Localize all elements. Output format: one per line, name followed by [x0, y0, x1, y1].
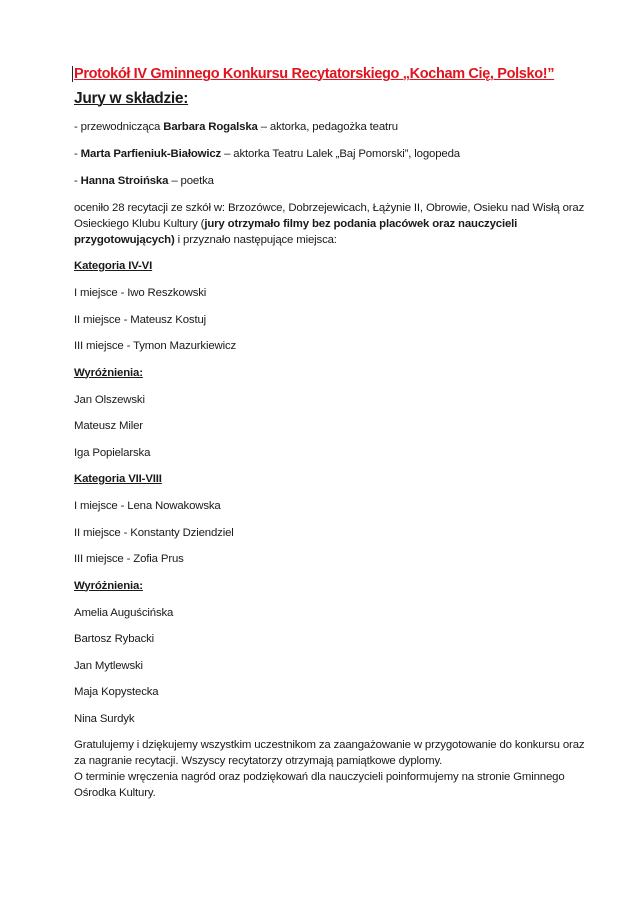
- place-item: III miejsce - Zofia Prus: [74, 553, 184, 565]
- closing-paragraph: Gratulujemy i dziękujemy wszystkim uczestnikom za zaangażowanie w przygotowanie do konkursu oraz za nagranie recytacji. Wszyscy recytatorzy otrzymają pamiątkowe dyplomy.: [74, 739, 585, 767]
- distinction-item: Nina Surdyk: [74, 712, 135, 725]
- distinction-item: Jan Olszewski: [74, 393, 145, 406]
- closing-paragraph-2: O terminie wręczenia nagród oraz podziękowań dla nauczycieli poinformujemy na stronie Gminnego Ośrodka Kultury.: [74, 771, 565, 799]
- distinctions-heading: Wyróżnienia:: [74, 579, 143, 592]
- place-item: I miejsce - Iwo Reszkowski: [74, 287, 207, 299]
- document-page: [74, 66, 594, 801]
- jury-member: - Marta Parfieniuk-Białowicz – aktorka Teatru Lalek „Baj Pomorski”, logopeda: [74, 148, 460, 160]
- place-item: III miejsce - Tymon Mazurkiewicz: [74, 340, 237, 352]
- place-item: II miejsce - Mateusz Kostuj: [74, 313, 207, 326]
- distinction-item: Mateusz Miler: [74, 420, 143, 432]
- place-item: I miejsce - Lena Nowakowska: [74, 500, 221, 512]
- jury-member: - Hanna Stroińska – poetka: [74, 175, 214, 187]
- intro-paragraph: oceniło 28 recytacji ze szkół w: Brzozówce, Dobrzejewicach, Łążynie II, Obrowie, Osieku nad Wisłą oraz Osieckiego Klubu Kultury (jury otrzymało filmy bez podania placówek oraz nauczycieli przygotowujących) i przyznało następujące miejsca:: [74, 202, 585, 246]
- distinctions-heading: Wyróżnienia:: [74, 366, 143, 379]
- jury-member: - przewodnicząca Barbara Rogalska – aktorka, pedagożka teatru: [74, 121, 398, 133]
- document-title: Protokół IV Gminnego Konkursu Recytatorskiego „Kocham Cię, Polsko!”: [72, 66, 594, 82]
- distinction-item: Iga Popielarska: [74, 446, 151, 459]
- jury-heading: Jury w składzie:: [74, 90, 189, 107]
- distinction-item: Bartosz Rybacki: [74, 633, 155, 645]
- distinction-item: Amelia Auguścińska: [74, 606, 174, 619]
- category-heading: Kategoria IV-VI: [74, 260, 153, 272]
- distinction-item: Jan Mytlewski: [74, 659, 143, 672]
- distinction-item: Maja Kopystecka: [74, 686, 159, 698]
- place-item: II miejsce - Konstanty Dziendziel: [74, 526, 234, 539]
- category-heading: Kategoria VII-VIII: [74, 473, 162, 485]
